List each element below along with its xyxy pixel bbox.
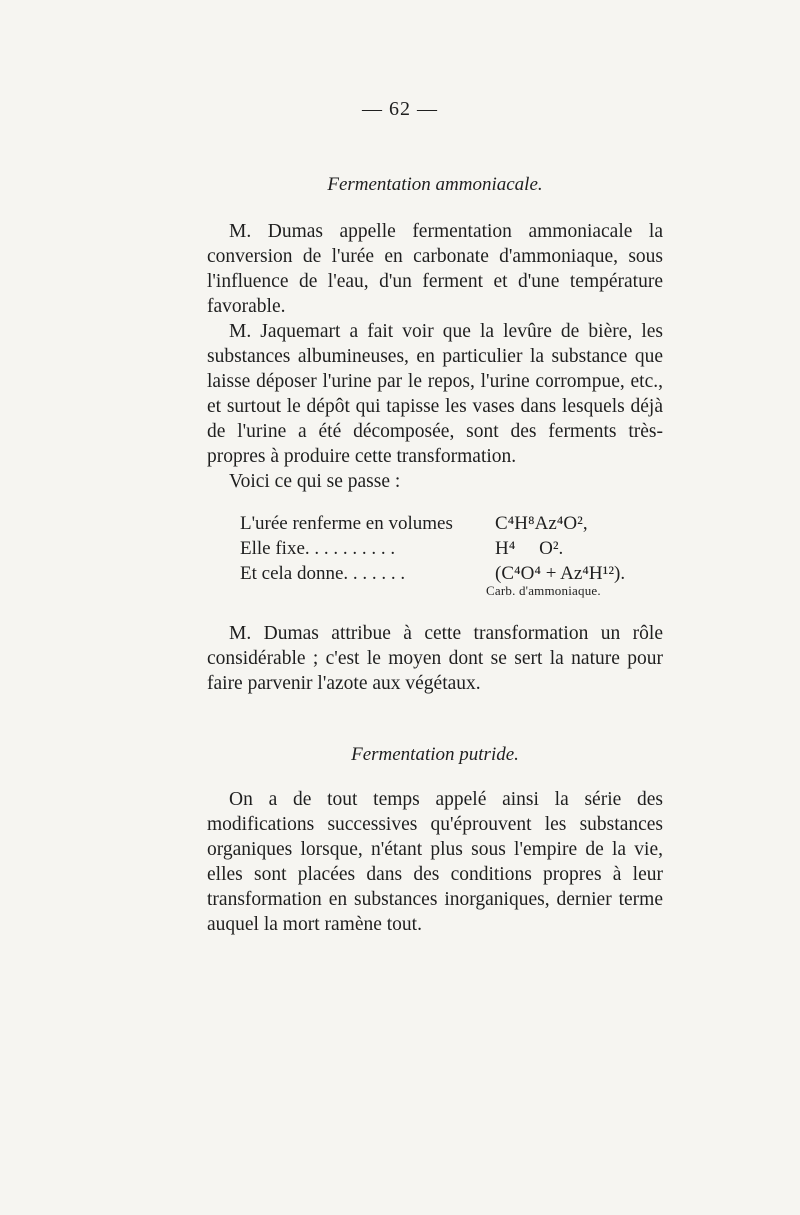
- paragraph-dumas-role: M. Dumas attribue à cette transformation un rôle considérable ; c'est le moyen dont se sert la nature pour faire parvenir l'azote aux végétaux.: [207, 623, 663, 694]
- formula-row-3-value: (C⁴O⁴ + Az⁴H¹²).: [495, 563, 626, 584]
- formula-note: Carb. d'ammoniaque.: [486, 583, 601, 598]
- paragraph-voici: Voici ce qui se passe :: [229, 471, 401, 492]
- paragraph-jaquemart: M. Jaquemart a fait voir que la levûre de bière, les substances albumineuses, en particulier la substance que laisse déposer l'urine par le repos, l'urine corrompue, etc., et surtout le dépôt qui tapisse les vases dans lesquels déjà de l'urine a été décomposée, sont des ferments très-propres à produire cette transformation.: [207, 321, 663, 467]
- section-1-closing: [207, 621, 663, 696]
- formula-row-3-label: Et cela donne. . . . . . .: [240, 563, 406, 584]
- formula-row-1-value: C⁴H⁸Az⁴O²,: [495, 513, 588, 534]
- formula-row-2-label: Elle fixe. . . . . . . . . .: [240, 538, 396, 559]
- formula-row-2-value: H⁴ O².: [495, 538, 564, 559]
- section-1-text: [207, 219, 663, 494]
- section-2-text: [207, 787, 663, 937]
- formula-row-1-label: L'urée renferme en volumes: [240, 513, 453, 534]
- section-heading-putrid: Fermentation putride.: [351, 744, 519, 765]
- section-heading-ammoniacal: Fermentation ammoniacale.: [327, 174, 543, 195]
- page-number: — 62 —: [362, 98, 438, 120]
- paragraph-putrid: On a de tout temps appelé ainsi la série des modifications successives qu'éprouvent les substances organiques lorsque, n'étant plus sous l'empire de la vie, elles sont placées dans des conditions propres à leur transformation en substances inorganiques, dernier terme auquel la mort ramène tout.: [207, 789, 663, 935]
- paragraph-dumas-definition: M. Dumas appelle fermentation ammoniacale la conversion de l'urée en carbonate d'ammoniaque, sous l'influence de l'eau, d'un ferment et d'une température favorable.: [207, 221, 663, 317]
